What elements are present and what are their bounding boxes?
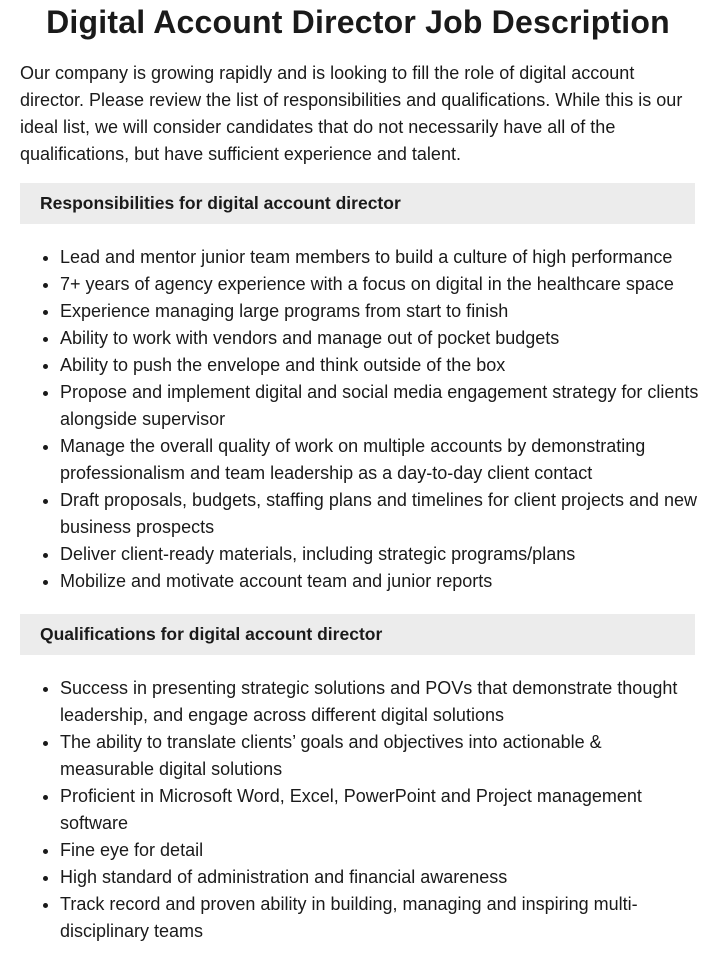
- list-item: • Ability to work with vendors and manage out of pocket budgets: [60, 325, 700, 352]
- list-item: • Track record and proven ability in building, managing and inspiring multi-disciplinary teams: [60, 891, 700, 945]
- list-item: • Success in presenting strategic solutions and POVs that demonstrate thought leadership, and engage across different digital solutions: [60, 675, 700, 729]
- list-item: • Proficient in Microsoft Word, Excel, PowerPoint and Project management software: [60, 783, 700, 837]
- list-item: • Ability to push the envelope and think outside of the box: [60, 352, 700, 379]
- list-item: • Deliver client-ready materials, including strategic programs/plans: [60, 541, 700, 568]
- list-item: • 7+ years of agency experience with a focus on digital in the healthcare space: [60, 271, 700, 298]
- list-item: • High standard of administration and financial awareness: [60, 864, 700, 891]
- intro-paragraph: Our company is growing rapidly and is looking to fill the role of digital account director. Please review the list of responsibilities and qualifications. While this is our ideal list, we will consider candidates that do not necessarily have all of the qualifications, but have sufficient experience and talent.: [20, 63, 683, 164]
- list-item: • Fine eye for detail: [60, 837, 700, 864]
- page-title: Digital Account Director Job Description: [46, 4, 670, 40]
- list-item: • Experience managing large programs from start to finish: [60, 298, 700, 325]
- list-item: • The ability to translate clients’ goals and objectives into actionable & measurable digital solutions: [60, 729, 700, 783]
- list-item: • Lead and mentor junior team members to build a culture of high performance: [60, 244, 700, 271]
- qualifications-list: [20, 675, 700, 945]
- list-item: • Mobilize and motivate account team and junior reports: [60, 568, 700, 595]
- qualifications-heading: Qualifications for digital account director: [20, 614, 695, 655]
- list-item: • Propose and implement digital and social media engagement strategy for clients alongside supervisor: [60, 379, 700, 433]
- responsibilities-heading: Responsibilities for digital account director: [20, 183, 695, 224]
- list-item: • Manage the overall quality of work on multiple accounts by demonstrating professionalism and team leadership as a day-to-day client contact: [60, 433, 700, 487]
- list-item: • Draft proposals, budgets, staffing plans and timelines for client projects and new business prospects: [60, 487, 700, 541]
- responsibilities-list: [20, 244, 700, 595]
